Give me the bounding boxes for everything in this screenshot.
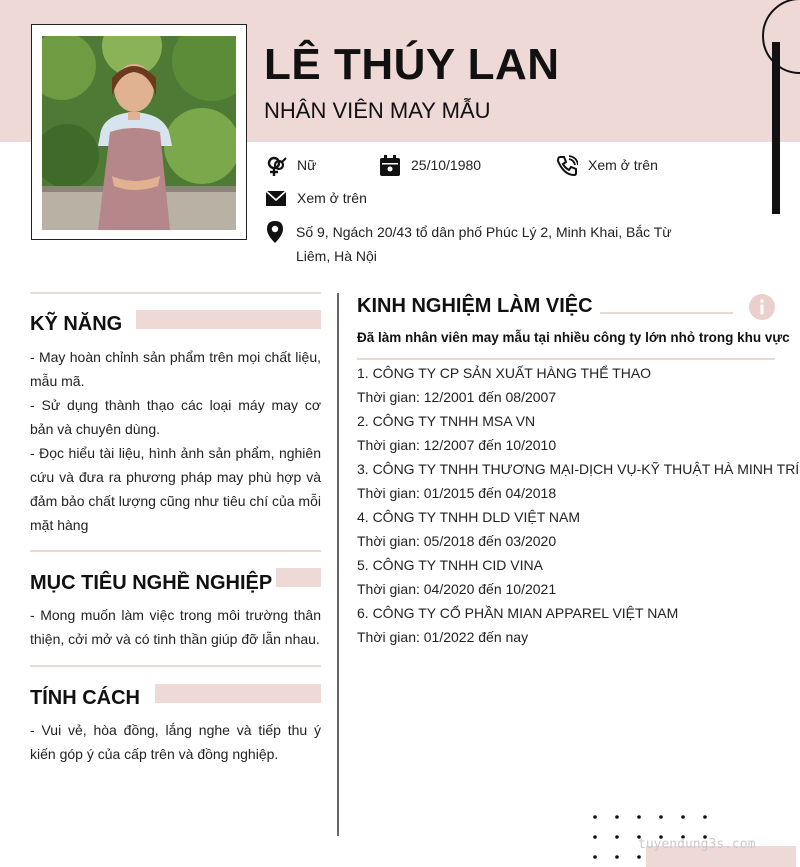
decorative-bar <box>772 42 780 214</box>
skills-title: KỸ NĂNG <box>30 313 123 335</box>
skills-list <box>30 345 321 537</box>
candidate-name: LÊ THÚY LAN <box>264 40 560 89</box>
job-company: 2. CÔNG TY TNHH MSA VN <box>357 413 536 429</box>
experience-list <box>357 361 800 649</box>
email-value: Xem ở trên <box>297 190 367 206</box>
job-company: 5. CÔNG TY TNHH CID VINA <box>357 557 543 573</box>
phone-icon <box>556 155 578 177</box>
skill-item: - May hoàn chỉnh sản phẩm trên mọi chất liệu, mẫu mã. <box>30 349 321 389</box>
skill-item: - Đọc hiểu tài liệu, hình ảnh sản phẩm, nghiên cứu và đưa ra phương pháp may phù hợp và đảm bảo chất lượng cũng như tiêu chí của mỗi mặt hàng <box>30 445 321 533</box>
personality-text: - Vui vẻ, hòa đồng, lắng nghe và tiếp thu ý kiến góp ý của cấp trên và đồng nghiệp. <box>30 722 321 762</box>
section-divider <box>30 292 321 294</box>
objective-text: - Mong muốn làm việc trong môi trường thân thiện, cởi mở và có tinh thần giúp đỡ lẫn nhau. <box>30 607 321 647</box>
location-icon <box>265 220 285 244</box>
profile-photo-frame <box>31 24 247 240</box>
experience-divider <box>357 358 775 360</box>
job-period: Thời gian: 01/2015 đến 04/2018 <box>357 485 557 501</box>
experience-summary: Đã làm nhân viên may mẫu tại nhiều công ty lớn nhỏ trong khu vực <box>357 330 790 345</box>
address-value: Số 9, Ngách 20/43 tổ dân phố Phúc Lý 2, Minh Khai, Bắc Từ Liêm, Hà Nội <box>296 224 672 264</box>
watermark: tuyendung3s.com <box>638 837 756 852</box>
job-company: 3. CÔNG TY TNHH THƯƠNG MẠI-DỊCH VỤ-KỸ THUẬT HÀ MINH TRÍ <box>357 461 800 477</box>
birthdate-value: 25/10/1980 <box>411 157 482 173</box>
column-divider <box>337 293 339 836</box>
section-accent-bar <box>276 568 321 587</box>
section-divider <box>30 665 321 667</box>
personality-title: TÍNH CÁCH <box>30 687 140 709</box>
job-company: 1. CÔNG TY CP SẢN XUẤT HÀNG THỂ THAO <box>357 365 652 381</box>
skill-item: - Sử dụng thành thạo các loại máy may cơ bản và chuyên dùng. <box>30 397 321 437</box>
calendar-icon <box>379 155 401 177</box>
profile-photo <box>42 36 236 230</box>
job-period: Thời gian: 04/2020 đến 10/2021 <box>357 581 557 597</box>
job-company: 6. CÔNG TY CỔ PHẦN MIAN APPAREL VIỆT NAM <box>357 605 679 621</box>
job-period: Thời gian: 01/2022 đến nay <box>357 629 529 645</box>
experience-title-line <box>600 312 733 314</box>
job-period: Thời gian: 12/2001 đến 08/2007 <box>357 389 557 405</box>
gender-value: Nữ <box>297 157 317 173</box>
phone-value: Xem ở trên <box>588 157 658 173</box>
job-company: 4. CÔNG TY TNHH DLD VIỆT NAM <box>357 509 581 525</box>
gender-icon <box>265 155 287 177</box>
objective-title: MỤC TIÊU NGHỀ NGHIỆP <box>30 572 273 594</box>
job-period: Thời gian: 05/2018 đến 03/2020 <box>357 533 557 549</box>
experience-title: KINH NGHIỆM LÀM VIỆC <box>357 295 593 317</box>
job-period: Thời gian: 12/2007 đến 10/2010 <box>357 437 557 453</box>
email-icon <box>265 188 287 210</box>
job-title: NHÂN VIÊN MAY MẪU <box>264 98 491 123</box>
section-accent-bar <box>136 310 321 329</box>
section-accent-bar <box>155 684 321 703</box>
section-divider <box>30 550 321 552</box>
info-icon <box>749 294 775 320</box>
